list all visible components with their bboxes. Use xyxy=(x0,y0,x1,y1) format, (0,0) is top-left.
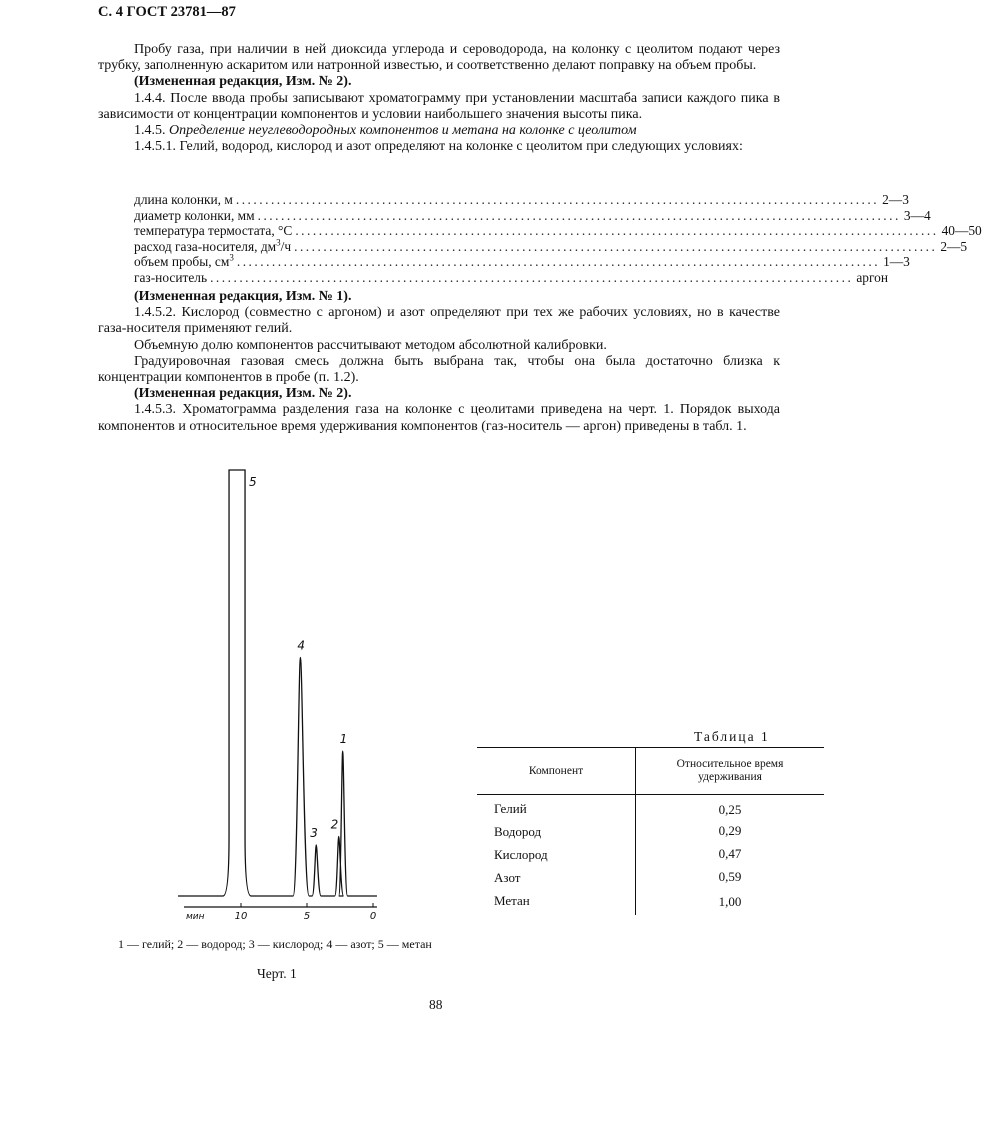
table-cell: 1,00 xyxy=(718,893,742,909)
table-header-row xyxy=(477,748,824,795)
table-cell: Метан xyxy=(477,888,636,915)
figure-caption: Черт. 1 xyxy=(257,966,297,981)
leader-dots: .............................................................................................................. xyxy=(210,269,854,285)
table-cell: Кислород xyxy=(477,842,636,865)
table-1 xyxy=(477,747,824,915)
table-cell: Гелий xyxy=(477,795,636,820)
condition-value: 2—3 xyxy=(882,192,909,207)
section-heading xyxy=(98,123,780,139)
condition-label: газ-носитель xyxy=(134,269,208,285)
condition-value: аргон xyxy=(856,269,888,285)
amendment-note: (Измененная редакция, Изм. № 2). xyxy=(134,74,352,90)
paragraph: Объемную долю компонентов рассчитывают методом абсолютной калибровки. xyxy=(134,337,607,353)
condition-label: температура термостата, °С xyxy=(134,223,293,238)
paragraph: 1.4.5.2. Кислород (совместно с аргоном) и азот определяют при тех же рабочих условиях, но в качестве газа-носителя применяют гелий. xyxy=(98,305,780,337)
peak-label: 1 xyxy=(339,732,348,747)
condition-value: 2—5 xyxy=(940,238,968,254)
table-cell: Водород xyxy=(477,819,636,842)
table-cell: 0,47 xyxy=(718,845,742,861)
column-header: Компонент xyxy=(477,748,636,795)
leader-dots: .............................................................................................................. xyxy=(294,238,938,254)
peak-label: 5 xyxy=(249,475,257,489)
x-tick-label: 0 xyxy=(369,911,377,922)
amendment-note: (Измененная редакция, Изм. № 1). xyxy=(134,289,352,304)
condition-row xyxy=(134,269,888,286)
paragraph: 1.4.4. После ввода пробы записывают хроматограмму при установлении масштаба записи каждого пика в зависимости от концентрации компонентов и условии наибольшего значения высоты пика. xyxy=(98,90,780,122)
leader-dots: .............................................................................................................. xyxy=(257,207,901,223)
leader-dots: .............................................................................................................. xyxy=(235,192,880,207)
figure-legend: 1 — гелий; 2 — водород; 3 — кислород; 4 — азот; 5 — метан xyxy=(118,937,432,951)
chromatogram-trace xyxy=(178,470,377,896)
condition-row xyxy=(134,207,931,224)
condition-row xyxy=(134,192,909,208)
text-block-middle xyxy=(98,289,780,435)
table-row xyxy=(477,819,824,842)
x-axis-label: мин xyxy=(186,912,205,922)
amendment-note: (Измененная редакция, Изм. № 2). xyxy=(134,386,352,402)
leader-dots: .............................................................................................................. xyxy=(295,223,939,238)
column-header: Относительное время удерживания xyxy=(636,748,825,795)
condition-label: диаметр колонки, мм xyxy=(134,207,255,223)
table-cell: 0,29 xyxy=(718,822,742,838)
paragraph: Градуировочная газовая смесь должна быть выбрана так, чтобы она была достаточно близка к концентрации компонентов в пробе (п. 1.2). xyxy=(98,353,780,386)
page-header: С. 4 ГОСТ 23781—87 xyxy=(98,4,236,20)
section-title: Определение неуглеводородных компонентов и метана на колонке с цеолитом xyxy=(169,123,637,139)
table-cell: 0,25 xyxy=(718,801,742,817)
condition-value: 1—3 xyxy=(883,254,910,269)
table-cell: 0,59 xyxy=(718,868,742,884)
section-number: 1.4.5. xyxy=(134,123,166,139)
text-block-top xyxy=(98,42,780,155)
condition-label: объем пробы, $см^3$ xyxy=(134,252,234,269)
condition-row xyxy=(134,237,968,255)
table-cell: Азот xyxy=(477,865,636,888)
page-number: 88 xyxy=(429,997,443,1012)
peak-label: 3 xyxy=(310,825,318,840)
conditions-list xyxy=(134,192,982,285)
table-caption: Таблица 1 xyxy=(694,729,770,744)
condition-label: расход газа-носителя, $дм^3/ч$ xyxy=(134,237,292,254)
condition-row xyxy=(134,223,982,239)
paragraph: 1.4.5.1. Гелий, водород, кислород и азот определяют на колонке с цеолитом при следующих условиях: xyxy=(134,139,743,155)
peak-label: 2 xyxy=(330,817,339,832)
condition-row xyxy=(134,252,910,270)
paragraph: Пробу газа, при наличии в ней диоксида углерода и сероводорода, на колонку с цеолитом подают через трубку, заполненную аскаритом или натронной известью, и соответственно делают поправку на объем пробы. xyxy=(98,42,780,74)
table-row xyxy=(477,842,824,865)
condition-label: длина колонки, м xyxy=(134,192,233,207)
condition-value: 40—50 xyxy=(941,223,982,238)
x-tick-label: 5 xyxy=(303,911,311,922)
table-row xyxy=(477,888,824,915)
table-row xyxy=(477,795,824,820)
x-tick-label: 10 xyxy=(234,911,248,922)
leader-dots: .............................................................................................................. xyxy=(236,254,881,269)
chromatogram-chart xyxy=(170,460,385,930)
condition-value: 3—4 xyxy=(903,207,931,223)
paragraph: 1.4.5.3. Хроматограмма разделения газа на колонке с цеолитами приведена на черт. 1. Порядок выхода компонентов и относительное время удерживания компонентов (газ-носитель — аргон) приведены в табл. 1. xyxy=(98,402,780,434)
table-row xyxy=(477,865,824,888)
peak-label: 4 xyxy=(297,638,306,653)
